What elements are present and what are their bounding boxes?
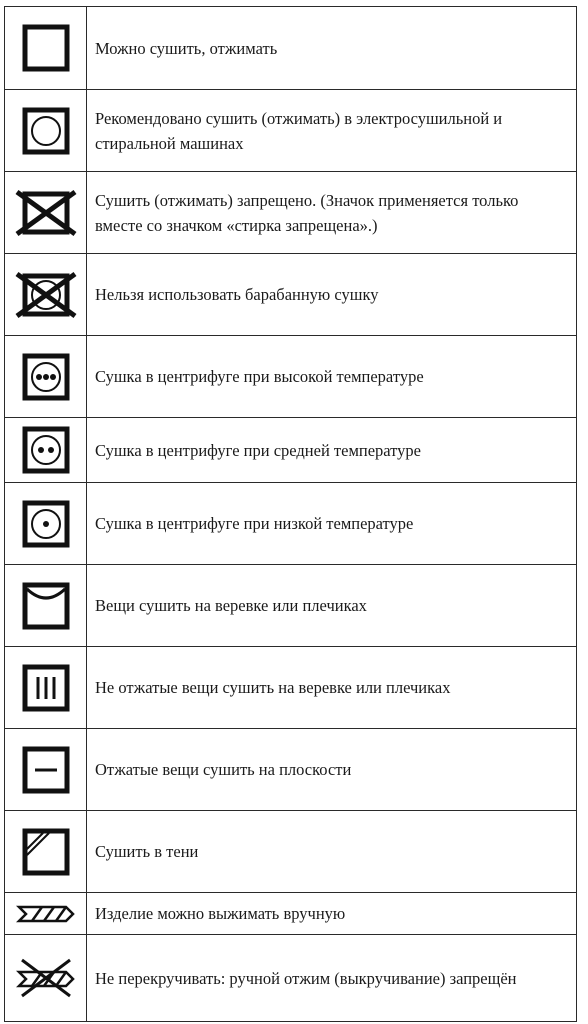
tumble-dry-three-dots-icon — [21, 352, 71, 402]
icon-cell — [5, 7, 87, 90]
table-row — [5, 90, 577, 172]
dry-in-shade-icon — [21, 827, 71, 877]
dry-flat-line-icon — [21, 745, 71, 795]
table-row — [5, 811, 577, 893]
row-text: Не перекручивать: ручной отжим (выкручивание) запрещён — [87, 935, 577, 1022]
icon-cell — [5, 483, 87, 565]
row-text: Отжатые вещи сушить на плоскости — [87, 729, 577, 811]
row-text: Нельзя использовать барабанную сушку — [87, 254, 577, 336]
row-text: Сушка в центрифуге при низкой температуре — [87, 483, 577, 565]
table-row — [5, 336, 577, 418]
square-crossed-no-dry-icon — [13, 188, 79, 238]
row-text: Рекомендовано сушить (отжимать) в электросушильной и стиральной машинах — [87, 90, 577, 172]
table-row — [5, 729, 577, 811]
icon-cell — [5, 647, 87, 729]
square-circle-drum-dry-icon — [21, 106, 71, 156]
table-row — [5, 647, 577, 729]
icon-cell — [5, 90, 87, 172]
line-dry-hanger-icon — [21, 581, 71, 631]
row-text: Можно сушить, отжимать — [87, 7, 577, 90]
icon-cell — [5, 893, 87, 935]
row-text: Вещи сушить на веревке или плечиках — [87, 565, 577, 647]
icon-cell — [5, 811, 87, 893]
drying-symbols-table — [4, 6, 577, 1022]
icon-cell — [5, 565, 87, 647]
row-text: Не отжатые вещи сушить на веревке или плечиках — [87, 647, 577, 729]
tumble-dry-one-dot-icon — [21, 499, 71, 549]
table-row — [5, 7, 577, 90]
icon-cell — [5, 254, 87, 336]
icon-cell — [5, 336, 87, 418]
table-row — [5, 893, 577, 935]
table-row — [5, 565, 577, 647]
row-text: Сушка в центрифуге при высокой температуре — [87, 336, 577, 418]
table-row — [5, 254, 577, 336]
table-row — [5, 935, 577, 1022]
row-text: Сушка в центрифуге при средней температуре — [87, 418, 577, 483]
row-text: Сушить в тени — [87, 811, 577, 893]
table-row — [5, 418, 577, 483]
tumble-dry-two-dots-icon — [21, 425, 71, 475]
square-tumble-dry-icon — [21, 23, 71, 73]
table-row — [5, 172, 577, 254]
drip-dry-three-lines-icon — [21, 663, 71, 713]
table-row — [5, 483, 577, 565]
icon-cell — [5, 935, 87, 1022]
no-wring-crossed-icon — [16, 956, 76, 1000]
icon-cell — [5, 418, 87, 483]
hand-wring-twist-icon — [16, 903, 76, 925]
icon-cell — [5, 729, 87, 811]
row-text: Изделие можно выжимать вручную — [87, 893, 577, 935]
icon-cell — [5, 172, 87, 254]
row-text: Сушить (отжимать) запрещено. (Значок применяется только вместе со значком «стирка запрещена».) — [87, 172, 577, 254]
square-circle-crossed-no-tumble-icon — [13, 270, 79, 320]
